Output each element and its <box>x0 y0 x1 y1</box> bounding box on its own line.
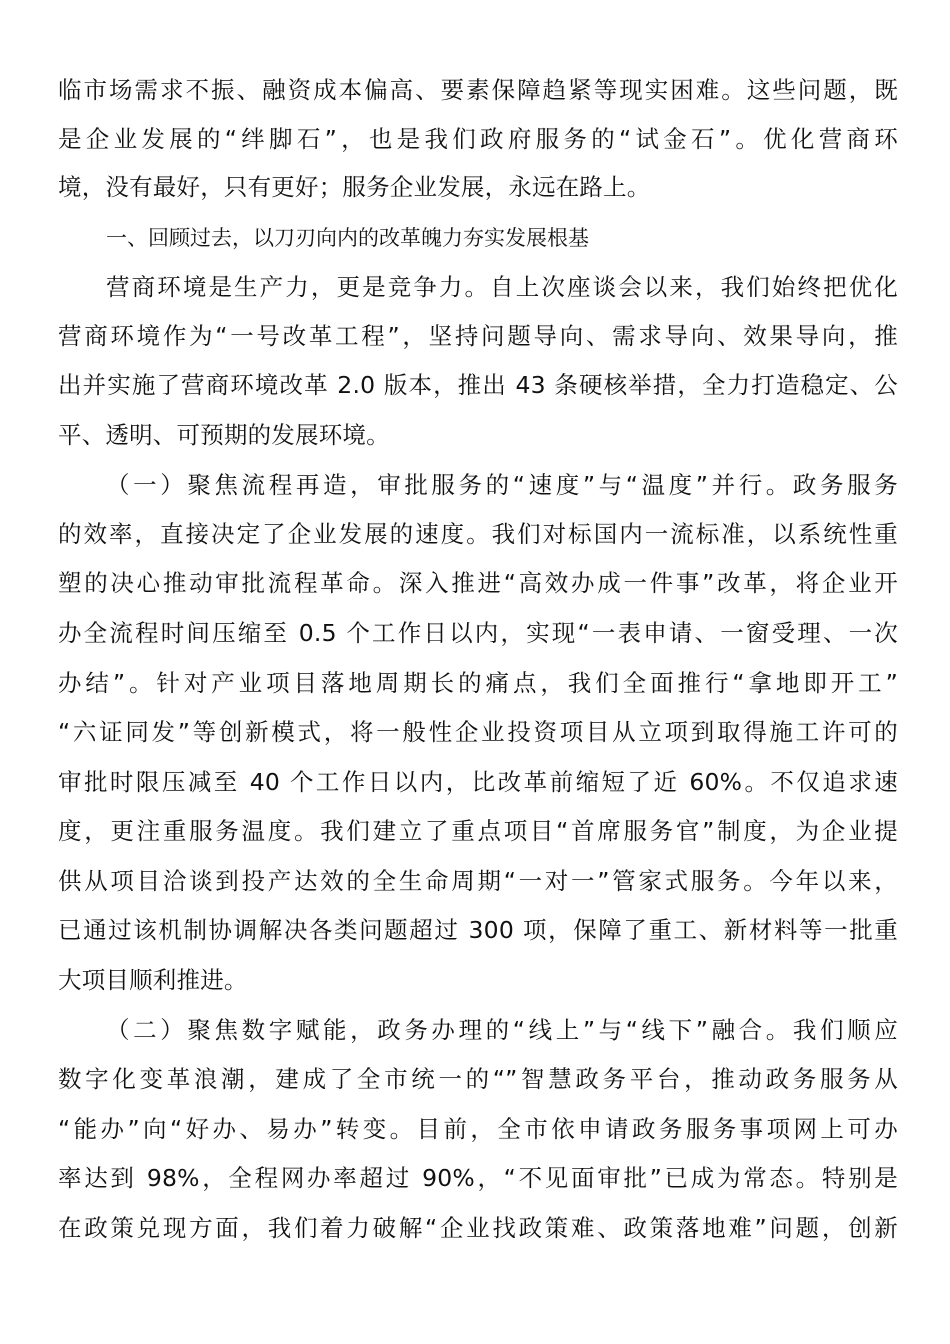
paragraph-line: 是企业发展的“绊脚石”，也是我们政府服务的“试金石”。优化营商环 <box>58 125 898 153</box>
paragraph-line: 数字化变革浪潮，建成了全市统一的“”智慧政务平台，推动政务服务从 <box>58 1065 898 1093</box>
paragraph-line: 审批时限压减至 40 个工作日以内，比改革前缩短了近 60%。不仅追求速 <box>58 768 898 796</box>
paragraph-line: 大项目顺利推进。 <box>58 966 248 994</box>
paragraph-line: 办全流程时间压缩至 0.5 个工作日以内，实现“一表申请、一窗受理、一次 <box>58 619 898 647</box>
paragraph-line: 营商环境是生产力，更是竞争力。自上次座谈会以来，我们始终把优化 <box>106 273 898 301</box>
paragraph-line: 度，更注重服务温度。我们建立了重点项目“首席服务官”制度，为企业提 <box>58 817 898 845</box>
section-heading: 一、回顾过去，以刀刃向内的改革魄力夯实发展根基 <box>106 226 589 250</box>
paragraph-line: 塑的决心推动审批流程革命。深入推进“高效办成一件事”改革，将企业开 <box>58 569 898 597</box>
paragraph-line: 供从项目洽谈到投产达效的全生命周期“一对一”管家式服务。今年以来， <box>58 867 898 895</box>
subsection-line: （二）聚焦数字赋能，政务办理的“线上”与“线下”融合。我们顺应 <box>106 1016 898 1044</box>
paragraph-line: “能办”向“好办、易办”转变。目前，全市依申请政务服务事项网上可办 <box>58 1115 898 1143</box>
paragraph-line: 已通过该机制协调解决各类问题超过 300 项，保障了重工、新材料等一批重 <box>58 916 898 944</box>
paragraph-line: “六证同发”等创新模式，将一般性企业投资项目从立项到取得施工许可的 <box>58 718 898 746</box>
paragraph-line: 的效率，直接决定了企业发展的速度。我们对标国内一流标准，以系统性重 <box>58 520 898 548</box>
paragraph-line: 率达到 98%，全程网办率超过 90%，“不见面审批”已成为常态。特别是 <box>58 1164 898 1192</box>
paragraph-line: 出并实施了营商环境改革 2.0 版本，推出 43 条硬核举措，全力打造稳定、公 <box>58 371 898 399</box>
paragraph-line: 临市场需求不振、融资成本偏高、要素保障趋紧等现实困难。这些问题，既 <box>58 76 898 104</box>
paragraph-line: 办结”。针对产业项目落地周期长的痛点，我们全面推行“拿地即开工” <box>58 669 898 697</box>
paragraph-line: 营商环境作为“一号改革工程”，坚持问题导向、需求导向、效果导向，推 <box>58 322 898 350</box>
subsection-line: （一）聚焦流程再造，审批服务的“速度”与“温度”并行。政务服务 <box>106 471 898 499</box>
paragraph-line: 境，没有最好，只有更好；服务企业发展，永远在路上。 <box>58 173 651 201</box>
paragraph-line: 在政策兑现方面，我们着力破解“企业找政策难、政策落地难”问题，创新 <box>58 1214 898 1242</box>
paragraph-line: 平、透明、可预期的发展环境。 <box>58 421 390 449</box>
